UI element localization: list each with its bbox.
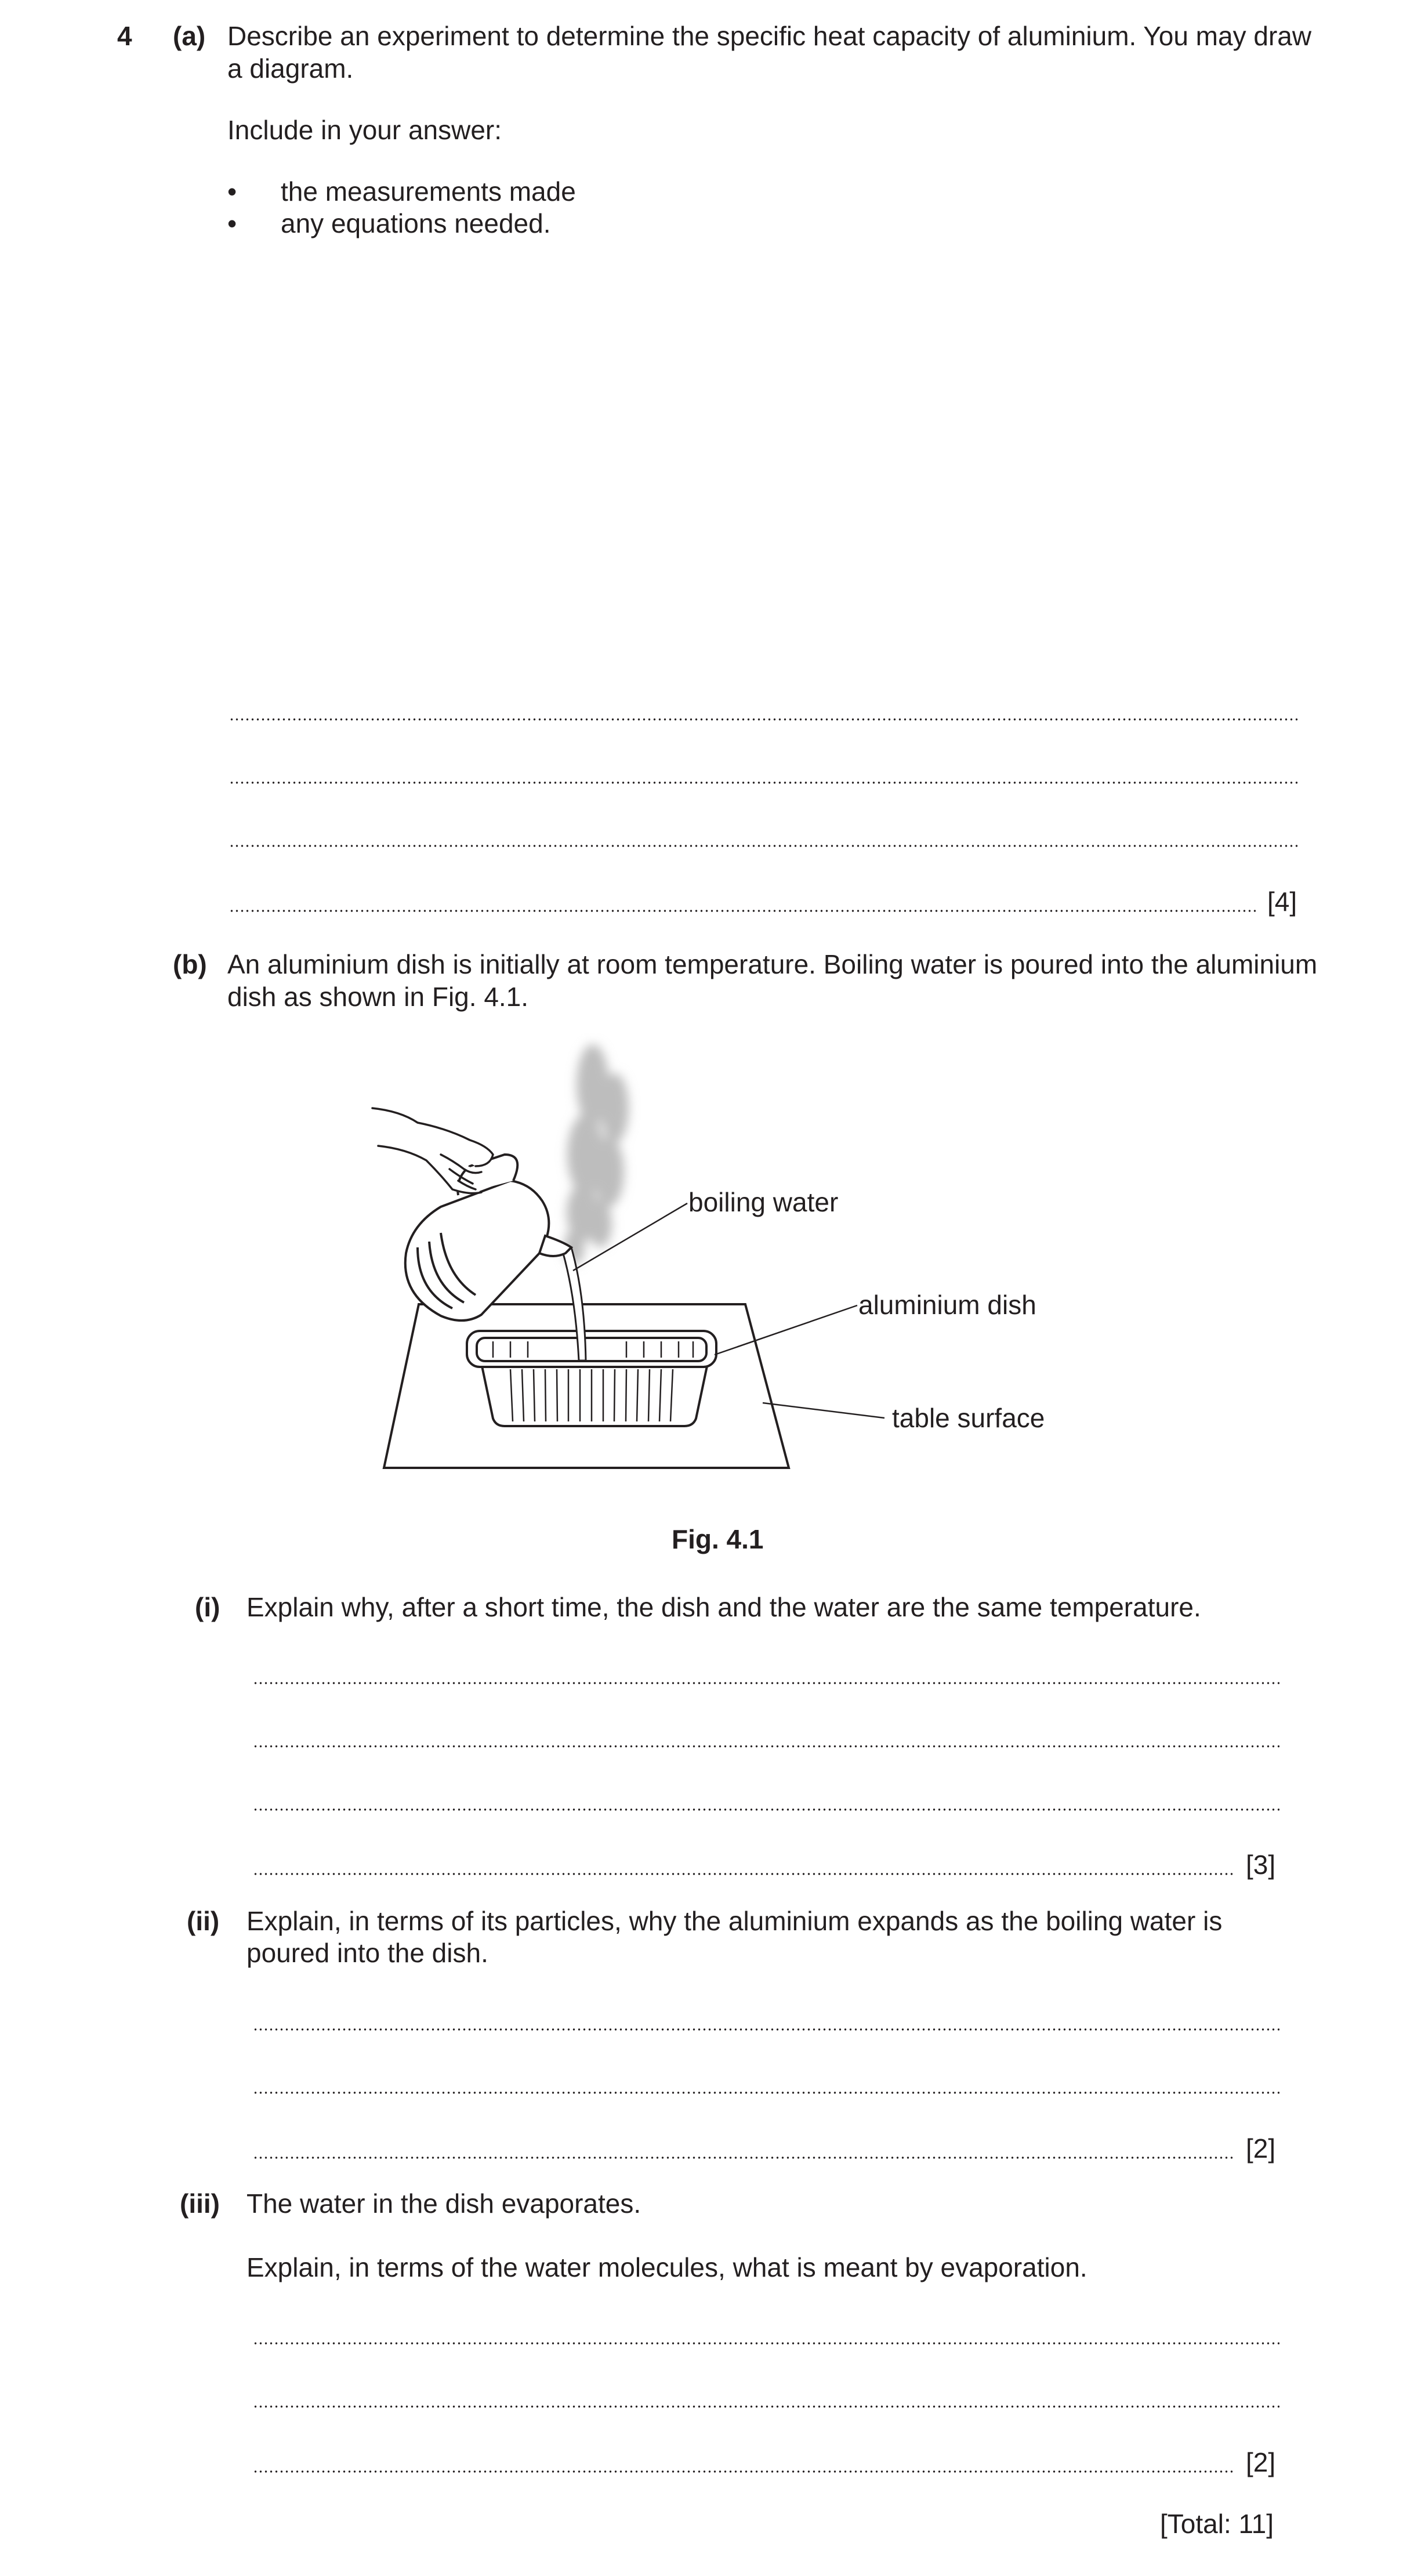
part-a-bullet-1: the measurements made [281,176,576,207]
part-a-label: (a) [173,21,206,51]
part-a-text-line1: Describe an experiment to determine the specific heat capacity of aluminium. You may draw [227,21,1312,51]
bullet-icon: • [227,208,237,238]
total-marks: [Total: 11] [1160,2509,1274,2539]
sub-ii-marks: [2] [1246,2133,1276,2163]
answer-line[interactable] [253,2470,1233,2473]
answer-line[interactable] [253,2342,1279,2345]
part-b-label: (b) [173,949,207,979]
sub-i-text: Explain why, after a short time, the dish and the water are the same temperature. [246,1592,1201,1622]
sub-iii-marks: [2] [1246,2447,1276,2477]
answer-line[interactable] [229,845,1299,847]
label-aluminium-dish: aluminium dish [858,1290,1036,1320]
sub-ii-text-line1: Explain, in terms of its particles, why the aluminium expands as the boiling water is [246,1906,1223,1936]
sub-iii-text-1: The water in the dish evaporates. [246,2188,641,2219]
part-a-bullet-2: any equations needed. [281,208,551,238]
sub-ii-label: (ii) [187,1906,220,1936]
sub-ii-text-line2: poured into the dish. [246,1938,488,1968]
label-table-surface: table surface [892,1403,1045,1433]
answer-line[interactable] [253,1873,1233,1875]
part-a-marks: [4] [1267,887,1297,917]
figure-4-1 [325,1033,1079,1485]
answer-line[interactable] [253,2157,1233,2159]
part-a-text-line2: a diagram. [227,53,354,84]
bullet-icon: • [227,176,237,207]
answer-line[interactable] [253,2405,1279,2408]
figure-caption: Fig. 4.1 [672,1524,764,1554]
answer-line[interactable] [253,1745,1279,1748]
answer-line[interactable] [253,1682,1279,1684]
answer-line[interactable] [229,718,1299,721]
question-number: 4 [117,21,132,51]
answer-line[interactable] [229,910,1256,912]
sub-iii-label: (iii) [180,2188,220,2219]
answer-line[interactable] [253,1808,1279,1811]
sub-i-marks: [3] [1246,1850,1276,1880]
steam-icon [564,1044,629,1265]
sub-iii-text-2: Explain, in terms of the water molecules, what is meant by evaporation. [246,2252,1087,2282]
leader-line-table-surface [763,1403,884,1418]
kettle-icon [405,1155,571,1320]
part-b-text-line2: dish as shown in Fig. 4.1. [227,982,529,1012]
part-b-text-line1: An aluminium dish is initially at room temperature. Boiling water is poured into the aluminium [227,949,1318,979]
answer-line[interactable] [253,2028,1279,2031]
answer-line[interactable] [229,782,1299,784]
sub-i-label: (i) [195,1592,220,1622]
part-a-include: Include in your answer: [227,115,502,145]
answer-line[interactable] [253,2092,1279,2094]
label-boiling-water: boiling water [688,1187,839,1217]
